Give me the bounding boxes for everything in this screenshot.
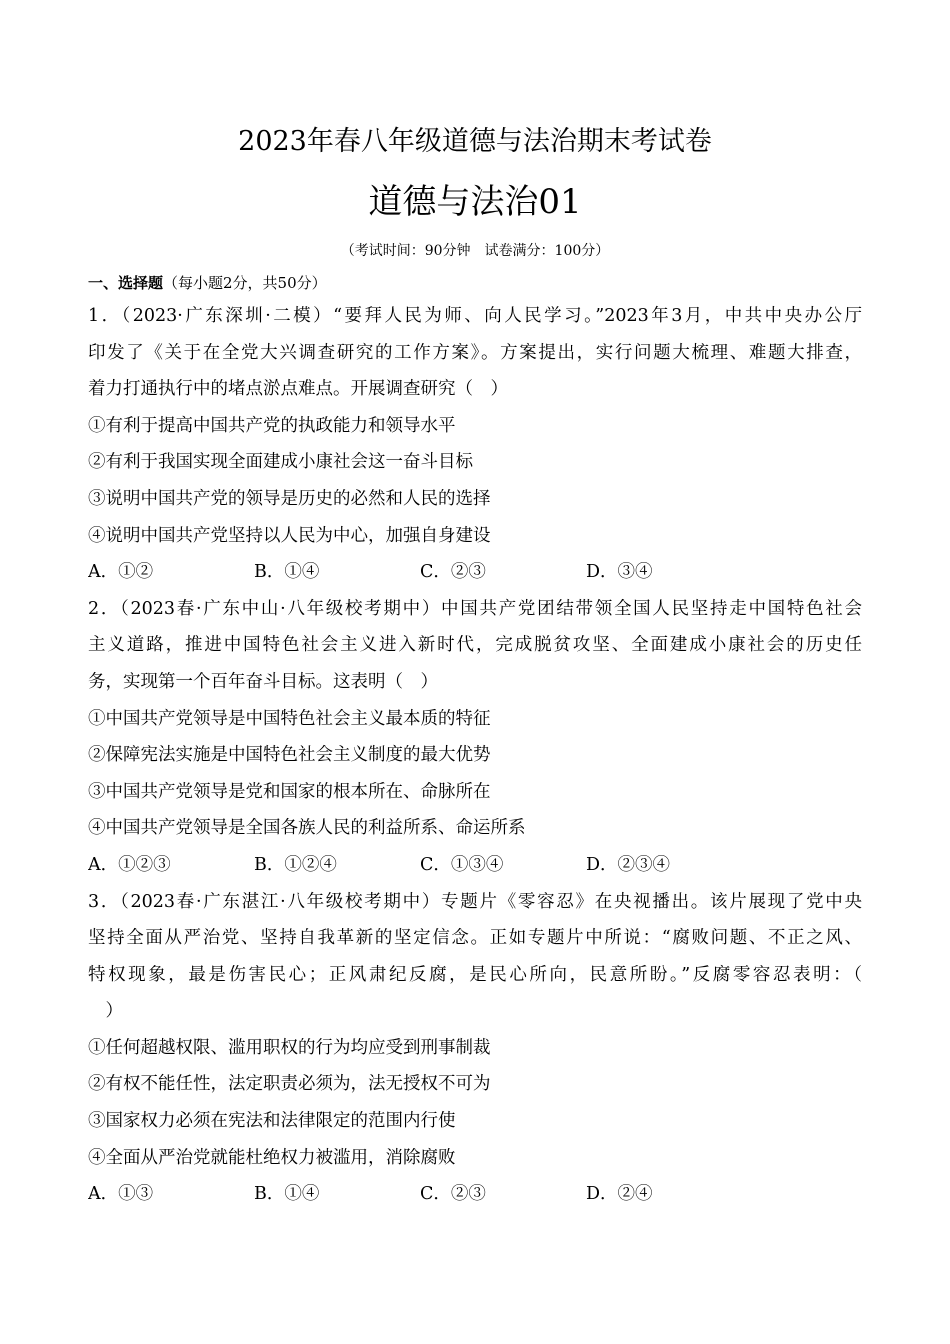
option-b: B．①②④	[254, 854, 337, 875]
option-d: D．②③④	[586, 854, 671, 875]
option-b: B．①④	[254, 562, 320, 583]
question-stem-line: 务，实现第一个百年奋斗目标。这表明（ ）	[88, 671, 438, 692]
question-stem-line: 主义道路，推进中国特色社会主义进入新时代，完成脱贫攻坚、全面建成小康社会的历史任	[88, 635, 862, 656]
exam-title: 2023年春八年级道德与法治期末考试卷	[238, 126, 712, 157]
option-b: B．①④	[254, 1184, 320, 1205]
option-a: A．①③	[88, 1184, 154, 1205]
option-d: D．②④	[586, 1184, 653, 1205]
statement-4: ④说明中国共产党坚持以人民为中心，加强自身建设	[88, 525, 491, 546]
statement-3: ③国家权力必须在宪法和法律限定的范围内行使	[88, 1111, 456, 1132]
statement-1: ①有利于提高中国共产党的执政能力和领导水平	[88, 415, 456, 436]
answer-options	[88, 554, 862, 591]
question-stem-line: 着力打通执行中的堵点淤点难点。开展调查研究（ ）	[88, 379, 508, 400]
statement-3: ③中国共产党领导是党和国家的根本所在、命脉所在	[88, 781, 491, 802]
option-a: A．①②	[88, 562, 154, 583]
question-stem-line: 3．（2023春·广东湛江·八年级校考期中）专题片《零容忍》在央视播出。该片展现了党中央	[88, 891, 862, 912]
exam-subtitle: 道德与法治01	[368, 182, 582, 222]
question-2	[88, 591, 862, 884]
question-stem-line: 1．（2023·广东深圳·二模）“要拜人民为师、向人民学习。”2023年3月，中共中央办公厅	[88, 306, 862, 326]
question-stem-line: 坚持全面从严治党、坚持自我革新的坚定信念。正如专题片中所说：“腐败问题、不正之风、	[88, 928, 862, 949]
question-list	[88, 298, 862, 1213]
question-1	[88, 298, 862, 591]
section-note: （每小题2分，共50分）	[163, 274, 327, 292]
option-c: C．②③	[420, 1184, 486, 1205]
option-d: D．③④	[586, 562, 653, 583]
statement-4: ④中国共产党领导是全国各族人民的利益所系、命运所系	[88, 818, 526, 839]
option-c: C．②③	[420, 562, 486, 583]
exam-info: （考试时间：90分钟 试卷满分：100分）	[340, 243, 610, 259]
option-a: A．①②③	[88, 854, 171, 875]
statement-2: ②有权不能任性，法定职责必须为，法无授权不可为	[88, 1074, 491, 1095]
question-3	[88, 884, 862, 1213]
statement-1: ①中国共产党领导是中国特色社会主义最本质的特征	[88, 708, 491, 729]
statement-4: ④全面从严治党就能杜绝权力被滥用，消除腐败	[88, 1147, 456, 1168]
statement-1: ①任何超越权限、滥用职权的行为均应受到刑事制裁	[88, 1037, 491, 1058]
statement-3: ③说明中国共产党的领导是历史的必然和人民的选择	[88, 488, 491, 509]
question-stem-line: 印发了《关于在全党大兴调查研究的工作方案》。方案提出，实行问题大梳理、难题大排查，	[88, 342, 862, 363]
statement-2: ②保障宪法实施是中国特色社会主义制度的最大优势	[88, 745, 491, 766]
question-stem-line: 特权现象，最是伤害民心；正风肃纪反腐，是民心所向，民意所盼。”反腐零容忍表明：（	[88, 964, 862, 985]
answer-options	[88, 1176, 862, 1213]
section-heading	[88, 272, 327, 294]
question-stem-line: 2．（2023春·广东中山·八年级校考期中）中国共产党团结带领全国人民坚持走中国特色社会	[88, 598, 862, 619]
statement-2: ②有利于我国实现全面建成小康社会这一奋斗目标	[88, 452, 473, 473]
section-title: 一、选择题	[88, 274, 164, 292]
question-stem-line: ）	[88, 1001, 123, 1022]
answer-options	[88, 847, 862, 884]
option-c: C．①③④	[420, 854, 504, 875]
